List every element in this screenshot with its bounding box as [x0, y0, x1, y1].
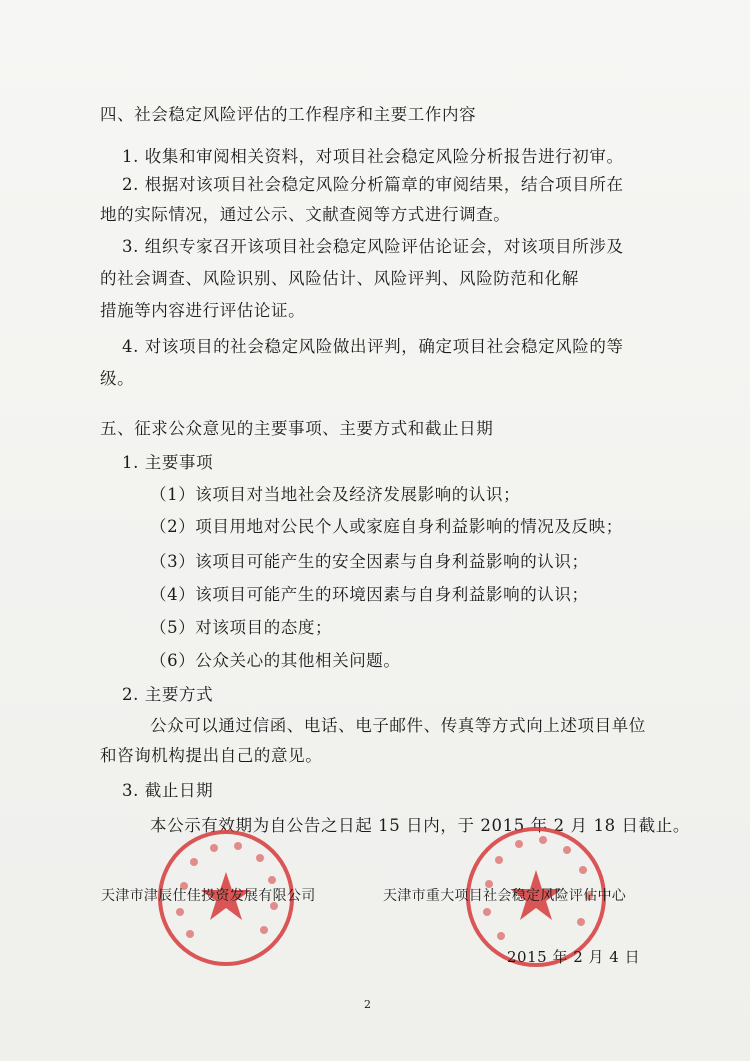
page-number: 2: [364, 998, 371, 1011]
matter-2: （2）项目用地对公民个人或家庭自身利益影响的情况及反映；: [150, 517, 623, 536]
section5-heading: 五、征求公众意见的主要事项、主要方式和截止日期: [100, 419, 494, 438]
section4-item-3-cont2: 措施等内容进行评估论证。: [100, 301, 306, 320]
matter-3: （3）该项目可能产生的安全因素与自身利益影响的认识；: [150, 552, 589, 571]
signature-date: 2015 年 2 月 4 日: [507, 948, 641, 966]
section4-item-4-cont: 级。: [100, 369, 135, 388]
section4-item-1: 1. 收集和审阅相关资料，对项目社会稳定风险分析报告进行初审。: [122, 147, 624, 166]
matters-title: 1. 主要事项: [122, 453, 214, 472]
left-org-name: 天津市津辰仕佳投资发展有限公司: [101, 888, 316, 904]
deadline-title: 3. 截止日期: [122, 781, 214, 800]
matter-4: （4）该项目可能产生的环境因素与自身利益影响的认识；: [150, 585, 589, 604]
methods-line-1: 公众可以通过信函、电话、电子邮件、传真等方式向上述项目单位: [150, 716, 646, 735]
section4-item-2-cont: 地的实际情况，通过公示、文献查阅等方式进行调查。: [100, 205, 511, 224]
section4-item-3: 3. 组织专家召开该项目社会稳定风险评估论证会，对该项目所涉及: [122, 237, 624, 256]
matter-5: （5）对该项目的态度；: [150, 618, 333, 637]
matter-1: （1）该项目对当地社会及经济发展影响的认识；: [150, 485, 521, 504]
matter-6: （6）公众关心的其他相关问题。: [150, 651, 401, 670]
section4-item-3-cont1: 的社会调查、风险识别、风险估计、风险评判、风险防范和化解: [100, 269, 579, 288]
right-org-name: 天津市重大项目社会稳定风险评估中心: [383, 888, 627, 904]
section4-item-2: 2. 根据对该项目社会稳定风险分析篇章的审阅结果，结合项目所在: [122, 175, 624, 194]
deadline-text: 本公示有效期为自公告之日起 15 日内，于 2015 年 2 月 18 日截止。: [150, 816, 690, 835]
methods-line-2: 和咨询机构提出自己的意见。: [100, 746, 323, 765]
methods-title: 2. 主要方式: [122, 685, 214, 704]
section4-item-4: 4. 对该项目的社会稳定风险做出评判，确定项目社会稳定风险的等: [122, 337, 624, 356]
section4-heading: 四、社会稳定风险评估的工作程序和主要工作内容: [100, 105, 477, 124]
